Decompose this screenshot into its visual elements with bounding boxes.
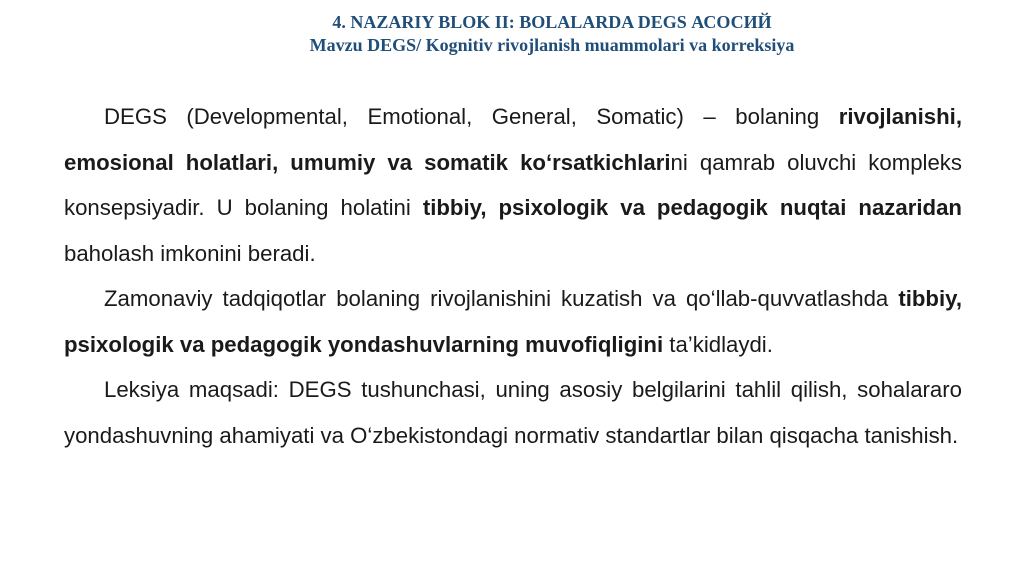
paragraph-goal	[64, 367, 962, 458]
text-segment: DEGS (Developmental, Emotional, General, Somatic) – bolaning	[104, 104, 839, 129]
text-segment: Leksiya maqsadi: DEGS tushunchasi, uning asosiy belgilarini tahlil qilish, sohalararo yondashuvning ahamiyati va O‘zbekistondagi normativ standartlar bilan qisqacha tanishish.	[64, 377, 962, 448]
slide-header	[0, 10, 1024, 56]
bold-segment: tibbiy, psixologik va pedagogik nuqtai nazaridan	[422, 195, 962, 220]
slide-body	[64, 94, 962, 458]
bold-segment: tibbiy, psixologik va pedagogik yondashuvlarning muvofiqligini	[64, 286, 962, 357]
text-segment: Zamonaviy tadqiqotlar bolaning rivojlanishini kuzatish va qo‘llab-quvvatlashda	[104, 286, 899, 311]
slide-title: 4. NAZARIY BLOK II: BOLALARDA DEGS АСОСИЙ	[332, 12, 772, 32]
paragraph-intro	[64, 94, 962, 276]
text-segment: ta’kidlaydi.	[663, 331, 773, 357]
slide-subtitle: Mavzu DEGS/ Kognitiv rivojlanish muammolari va korreksiya	[309, 35, 795, 55]
paragraph-research	[64, 276, 962, 367]
text-segment: ni qamrab oluvchi kompleks konsepsiyadir. U bolaning holatini	[64, 149, 962, 220]
text-segment: baholash imkonini beradi.	[64, 240, 316, 266]
bold-segment: rivojlanishi, emosional holatlari, umumiy va somatik ko‘rsatkichlari	[64, 104, 962, 175]
